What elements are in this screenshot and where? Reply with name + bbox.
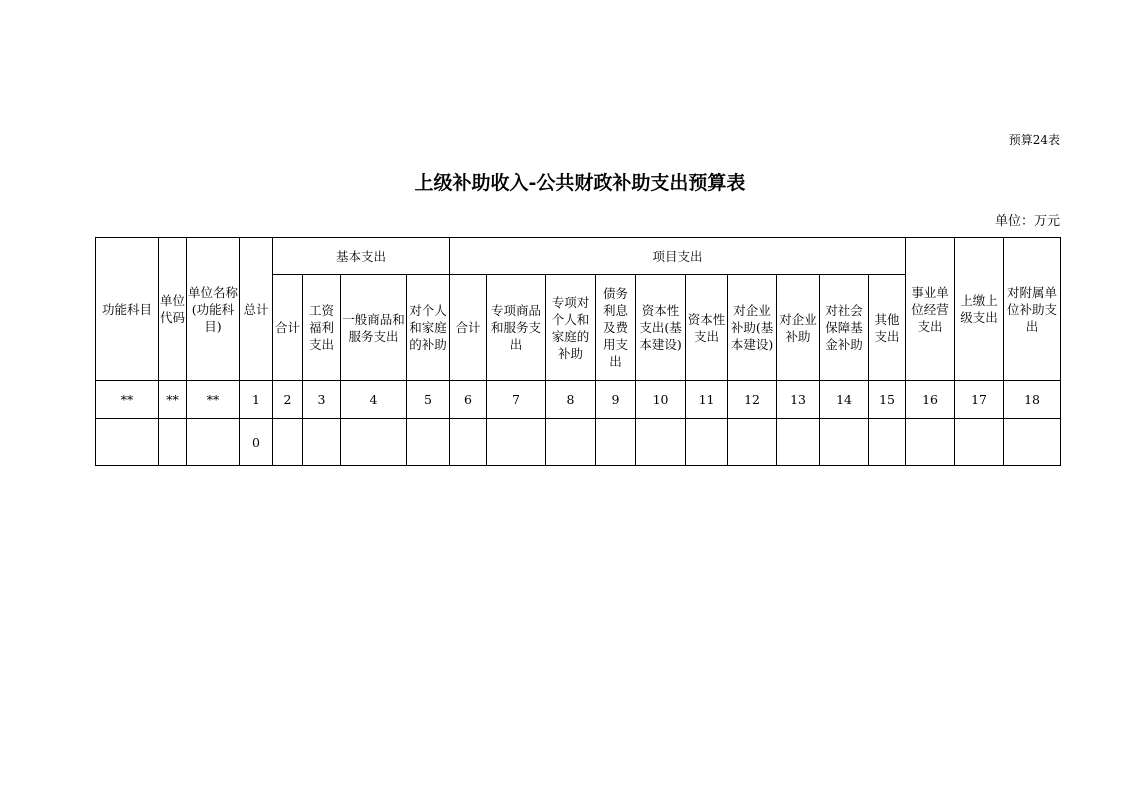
index-cell: 3 [303, 381, 341, 419]
index-cell: 1 [240, 381, 273, 419]
data-cell [546, 419, 596, 466]
header-project-enterprise-subsidy: 对企业补助 [777, 275, 820, 381]
header-project-household-subsidy: 专项对个人和家庭的补助 [546, 275, 596, 381]
index-cell: 12 [728, 381, 777, 419]
header-grand-total: 总计 [240, 238, 273, 381]
data-cell [869, 419, 906, 466]
index-cell: 16 [906, 381, 955, 419]
data-cell [96, 419, 159, 466]
header-func-subject: 功能科目 [96, 238, 159, 381]
data-cell [596, 419, 636, 466]
header-basic-household-subsidy: 对个人和家庭的补助 [407, 275, 450, 381]
index-cell: 13 [777, 381, 820, 419]
data-cell [303, 419, 341, 466]
data-cell [820, 419, 869, 466]
data-cell [777, 419, 820, 466]
index-cell: 17 [955, 381, 1004, 419]
form-number: 预算24表 [1008, 133, 1060, 147]
table-row [96, 419, 1061, 466]
data-cell [407, 419, 450, 466]
data-cell [487, 419, 546, 466]
index-cell: 5 [407, 381, 450, 419]
grand-total-value: 0 [240, 419, 273, 466]
data-cell [450, 419, 487, 466]
header-basic-wages: 工资福利支出 [303, 275, 341, 381]
index-cell: 14 [820, 381, 869, 419]
page-title: 上级补助收入-公共财政补助支出预算表 [414, 172, 746, 194]
data-cell [273, 419, 303, 466]
index-cell: 6 [450, 381, 487, 419]
index-cell: 4 [341, 381, 407, 419]
index-cell: 2 [273, 381, 303, 419]
index-cell: ** [96, 381, 159, 419]
budget-table [95, 237, 1061, 466]
index-cell: 10 [636, 381, 686, 419]
header-project-group: 项目支出 [450, 238, 906, 275]
header-unit-name: 单位名称(功能科目) [187, 238, 240, 381]
index-cell: 8 [546, 381, 596, 419]
header-project-capital: 资本性支出 [686, 275, 728, 381]
header-project-other: 其他支出 [869, 275, 906, 381]
header-project-debt-interest: 债务利息及费用支出 [596, 275, 636, 381]
index-cell: ** [187, 381, 240, 419]
data-cell [636, 419, 686, 466]
header-project-social-security: 对社会保障基金补助 [820, 275, 869, 381]
header-project-enterprise-construction: 对企业补助(基本建设) [728, 275, 777, 381]
data-cell [728, 419, 777, 466]
data-cell [187, 419, 240, 466]
index-cell: ** [159, 381, 187, 419]
data-cell [686, 419, 728, 466]
header-project-goods-services: 专项商品和服务支出 [487, 275, 546, 381]
data-cell [955, 419, 1004, 466]
header-unit-code: 单位代码 [159, 238, 187, 381]
index-cell: 9 [596, 381, 636, 419]
header-remit-upper: 上缴上级支出 [955, 238, 1004, 381]
index-cell: 11 [686, 381, 728, 419]
index-cell: 15 [869, 381, 906, 419]
index-cell: 18 [1004, 381, 1061, 419]
unit-note: 单位：万元 [994, 214, 1060, 229]
header-basic-group: 基本支出 [273, 238, 450, 275]
data-cell [341, 419, 407, 466]
header-subsidiary-subsidy: 对附属单位补助支出 [1004, 238, 1061, 381]
header-business-expense: 事业单位经营支出 [906, 238, 955, 381]
data-cell [906, 419, 955, 466]
header-basic-goods-services: 一般商品和服务支出 [341, 275, 407, 381]
header-project-capital-construction: 资本性支出(基本建设) [636, 275, 686, 381]
index-cell: 7 [487, 381, 546, 419]
data-cell [159, 419, 187, 466]
data-cell [1004, 419, 1061, 466]
header-basic-total: 合计 [273, 275, 303, 381]
header-project-total: 合计 [450, 275, 487, 381]
